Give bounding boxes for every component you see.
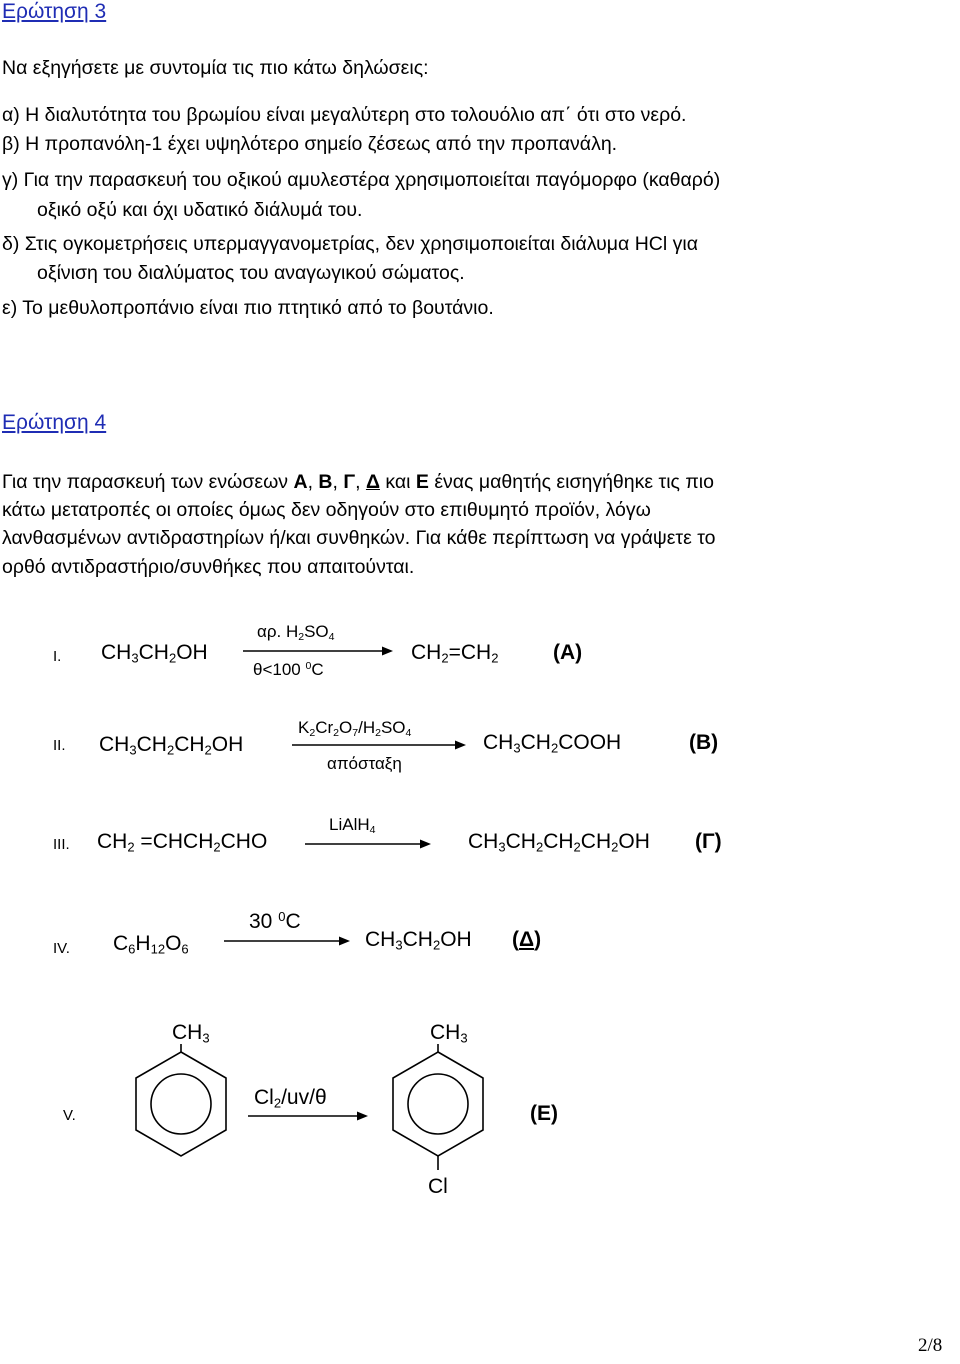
formula-part: Cl [254,1086,274,1109]
subscript: 7 [352,726,359,739]
formula-part: C [311,660,324,679]
formula-part: CH [402,928,433,951]
formula-part: CHO [220,830,268,853]
formula-part: H [135,932,151,955]
chlorotoluene-ring [383,1044,493,1174]
formula-part: CH [468,830,499,853]
q4-intro-line-4: ορθό αντιδραστήριο/συνθήκες που απαιτούνται. [2,556,415,578]
subscript: 2 [204,742,212,758]
product-label [512,928,541,952]
reaction-numeral: I. [53,648,62,665]
paren: ) [534,928,542,951]
formula-part: SO [304,622,329,641]
reaction-numeral: V. [63,1107,76,1124]
label-letter: Δ [519,928,535,951]
compound-d: Δ [365,471,380,493]
product-formula [483,731,621,755]
q3-item-a: α) Η διαλυτότητα του βρωμίου είναι μεγαλύτερη στο τολουόλιο απ΄ ότι στο νερό. [2,104,687,126]
formula-part: CH [520,731,551,754]
q3-item-b: β) Η προπανόλη-1 έχει υψηλότερο σημείο ζέσεως από την προπανάλη. [2,133,618,155]
subscript: 3 [131,650,139,666]
compound-b: Β [318,471,333,493]
subscript: 2 [213,839,221,855]
chloro-substituent: Cl [428,1175,448,1198]
q4-intro-line-1 [2,468,714,496]
formula-part: COOH [558,731,622,754]
q3-heading: Ερώτηση 3 [2,0,107,23]
formula-part: O [339,718,353,737]
reaction-numeral: III. [53,836,70,853]
subscript: 2 [168,650,177,666]
subscript: 6 [128,941,136,957]
subscript: 6 [181,941,189,957]
subscript: 2 [491,650,499,666]
q4-intro-end: ένας μαθητής εισηγήθηκε τις πιο [428,471,714,493]
formula-part: CH [580,830,612,853]
subscript: 12 [150,941,166,957]
reactant-formula [97,830,267,854]
label-text: (Γ) [695,830,722,853]
formula-part: CH [483,731,514,754]
formula-part: θ<100 [253,660,306,679]
q3-item-e: ε) Το μεθυλοπροπάνιο είναι πιο πτητικό από το βουτάνιο. [2,297,494,319]
compound-a: Α [293,471,308,493]
formula-part: CH [543,830,574,853]
subscript: 4 [328,630,335,643]
formula-part: CH [174,733,205,756]
formula-part: =CH [448,641,492,664]
q3-item-c: γ) Για την παρασκευή του οξικού αμυλεστέρα χρησιμοποιείται παγόμορφο (καθαρό) [2,169,721,191]
subscript: 3 [513,740,521,756]
q4-intro-start: Για την παρασκευή των ενώσεων [2,471,294,493]
separator: , [332,471,344,493]
subscript: 2 [127,839,135,855]
subscript: 2 [550,740,559,756]
formula-part: OH [618,830,650,853]
formula-part: CH [101,641,132,664]
separator: και [379,471,416,493]
formula-part: OH [176,641,208,664]
reaction-arrow [292,739,466,751]
formula-part: C [113,932,129,955]
q4-heading: Ερώτηση 4 [2,411,107,434]
reactant-formula [99,733,243,757]
formula-part: OH [211,733,244,756]
reaction-arrow [305,838,431,850]
separator: , [307,471,319,493]
product-formula [365,928,472,952]
product-label [530,1102,558,1126]
formula-part: /H [358,718,376,737]
formula-part: O [165,932,182,955]
product-label [689,731,718,755]
conditions-above-arrow [249,910,301,934]
subscript: 2 [309,726,316,739]
formula-part: 30 [249,910,279,933]
superscript: 0 [278,908,286,924]
reagent-above-arrow [257,622,335,642]
formula-part: K [298,718,310,737]
formula-part: CH [99,733,130,756]
subscript: 3 [129,742,137,758]
compound-e: Ε [415,471,429,493]
page-number: 2/8 [918,1335,943,1356]
formula-part: OH [440,928,472,951]
compound-g: Γ [343,471,356,493]
formula-part: C [285,910,301,933]
subscript: 2 [273,1095,282,1111]
subscript: 2 [166,742,175,758]
reagent-above-arrow [254,1086,327,1110]
formula-part: CH [411,641,442,664]
q3-item-c-cont: οξικό οξύ και όχι υδατικό διάλυμά του. [37,199,363,221]
paren: ( [512,928,519,951]
subscript: 2 [298,630,305,643]
reagent-above-arrow [329,815,375,835]
formula-part: CH [97,830,128,853]
reaction-numeral: IV. [53,940,70,957]
reactant-formula [113,932,189,956]
formula-part: CH [505,830,536,853]
q3-item-d: δ) Στις ογκομετρήσεις υπερμαγγανομετρίας, δεν χρησιμοποιείται διάλυμα HCl για [2,233,698,255]
subscript: 2 [441,650,449,666]
product-formula [411,641,498,665]
reaction-numeral: II. [53,737,66,754]
methyl-substituent [172,1021,210,1045]
separator: , [355,471,366,493]
subscript: 4 [369,823,376,836]
subscript: 2 [333,726,340,739]
subscript: 3 [202,1030,210,1046]
subscript: 2 [375,726,381,739]
conditions-below-arrow [253,660,324,680]
formula-part: CH [172,1021,203,1044]
formula-part: CH [365,928,396,951]
superscript: 0 [305,660,312,673]
formula-part: SO [380,718,406,737]
product-label [553,641,582,665]
subscript: 4 [405,726,412,739]
formula-part: LiAlH [329,815,370,834]
subscript: 2 [535,839,544,855]
subscript: 2 [611,839,619,855]
formula-part: CH [138,641,169,664]
formula-part: =CHCH [134,830,214,853]
methyl-substituent [430,1021,468,1045]
label-text: (Ε) [530,1102,558,1125]
product-formula [468,830,650,854]
formula-part: CH [430,1021,461,1044]
subscript: 3 [498,839,506,855]
q4-intro-line-3: λανθασμένων αντιδραστηρίων ή/και συνθηκών. Για κάθε περίπτωση να γράψετε το [2,527,716,549]
subscript: 3 [395,937,403,953]
reactant-formula [101,641,208,665]
subscript: 2 [573,839,581,855]
subscript: 2 [432,937,441,953]
formula-part: απόσταξη [327,754,402,773]
q3-intro: Να εξηγήσετε με συντομία τις πιο κάτω δηλώσεις: [2,57,429,79]
reaction-arrow [243,645,393,657]
label-text: (Α) [553,641,583,664]
formula-part: CH [136,733,167,756]
formula-part: αρ. H [257,622,299,641]
q3-item-d-cont: οξίνιση του διαλύματος του αναγωγικού σώματος. [37,262,465,284]
formula-part: /uv/θ [281,1086,327,1109]
toluene-ring [126,1044,236,1162]
label-text: (Β) [689,731,719,754]
conditions-below-arrow [327,754,402,774]
reaction-arrow [248,1110,368,1122]
label-text [512,928,541,951]
formula-part: Cr [315,718,334,737]
q4-intro-line-2: κάτω μετατροπές οι οποίες όμως δεν οδηγούν στο επιθυμητό προϊόν, λόγω [2,499,651,521]
subscript: 3 [460,1030,468,1046]
reagent-above-arrow [298,718,411,738]
product-label [695,830,722,854]
reaction-arrow [224,935,350,947]
